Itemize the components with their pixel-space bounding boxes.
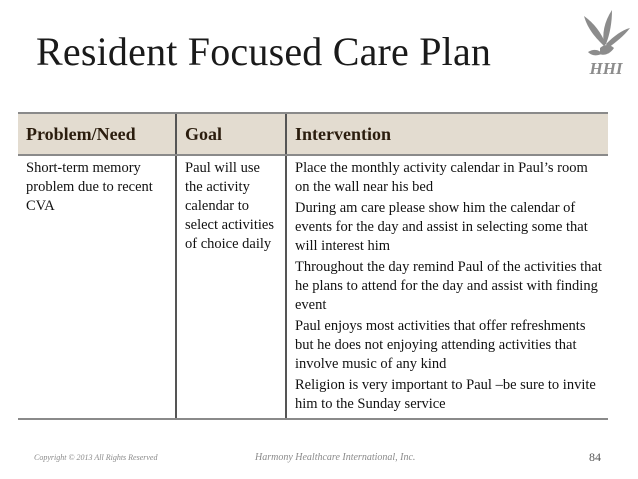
intervention-item: Paul enjoys most activities that offer refreshments but he does not enjoying attending activities that involve music of any kind bbox=[295, 318, 586, 372]
care-plan-table bbox=[18, 112, 608, 420]
footer-copyright: Copyright © 2013 All Rights Reserved bbox=[34, 453, 158, 462]
logo-text: HHI bbox=[589, 59, 623, 78]
table-row bbox=[18, 155, 608, 419]
page-number: 84 bbox=[589, 450, 601, 464]
intervention-item: Place the monthly activity calendar in Paul’s room on the wall near his bed bbox=[295, 160, 588, 195]
intervention-item: During am care please show him the calendar of events for the day and assist in selecting some that will interest him bbox=[295, 200, 588, 254]
header-goal: Goal bbox=[176, 113, 286, 155]
intervention-item: Religion is very important to Paul –be sure to invite him to the Sunday service bbox=[295, 377, 596, 412]
header-intervention: Intervention bbox=[286, 113, 608, 155]
intervention-item: Throughout the day remind Paul of the activities that he plans to attend for the day and assist with finding event bbox=[295, 259, 602, 313]
slide-title: Resident Focused Care Plan bbox=[36, 29, 492, 74]
header-problem-need: Problem/Need bbox=[18, 113, 176, 155]
logo-icon bbox=[574, 8, 634, 80]
table-header-row bbox=[18, 113, 608, 155]
goal-cell: Paul will use the activity calendar to select activities of choice daily bbox=[176, 155, 286, 419]
footer-company: Harmony Healthcare International, Inc. bbox=[255, 452, 416, 463]
intervention-cell bbox=[286, 155, 608, 419]
problem-cell: Short-term memory problem due to recent CVA bbox=[18, 155, 176, 419]
